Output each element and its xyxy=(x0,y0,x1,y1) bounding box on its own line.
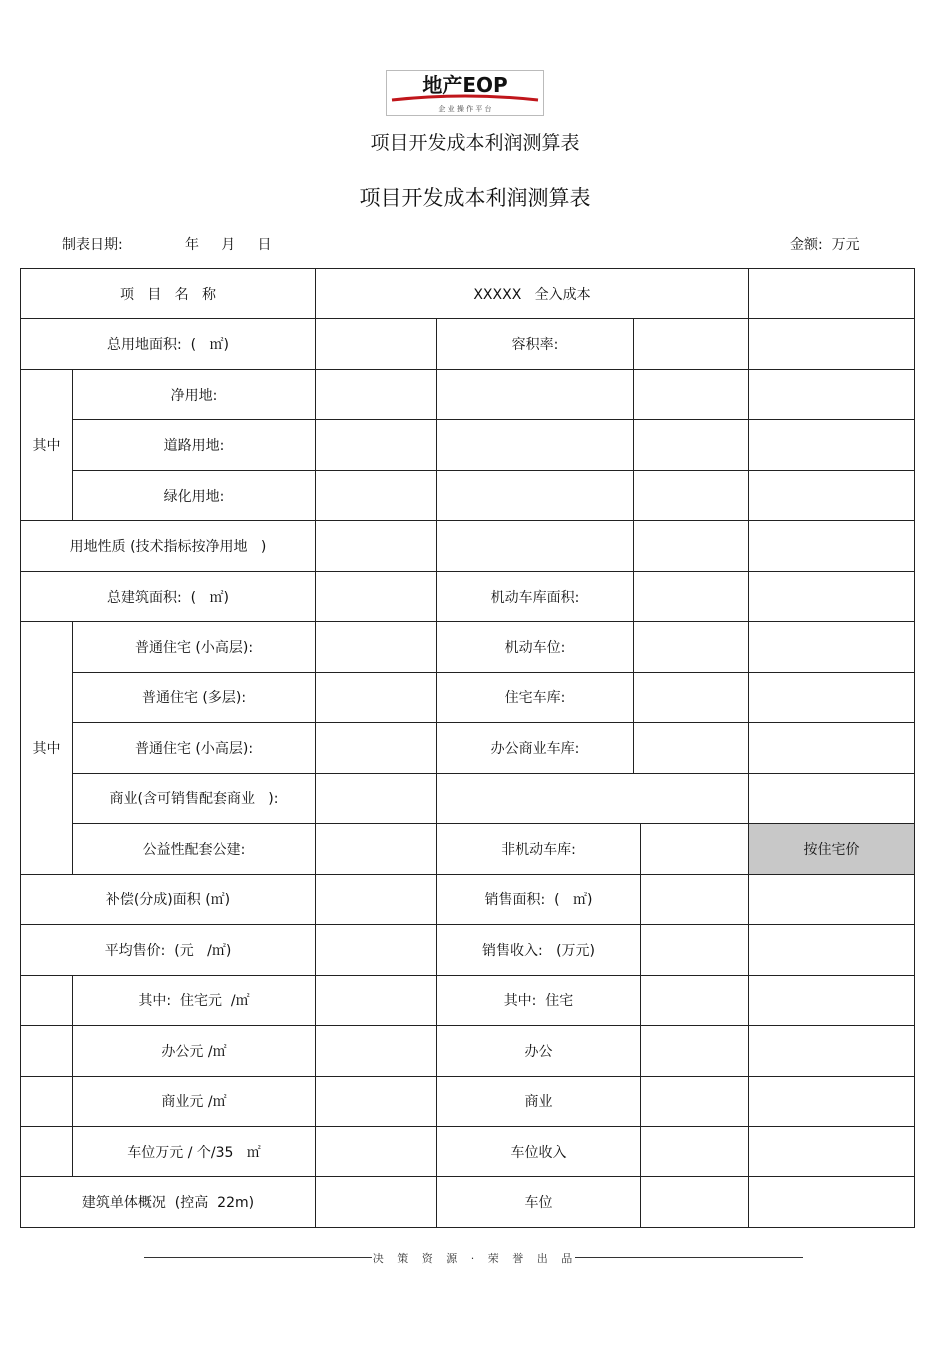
qizhong-label: 其中 xyxy=(21,369,73,520)
table-cell[interactable] xyxy=(634,420,749,470)
table-cell[interactable] xyxy=(437,773,749,823)
green-land-label: 绿化用地: xyxy=(73,470,316,520)
building-overview-label: 建筑单体概况 (控高 22m) xyxy=(21,1177,316,1228)
net-land-label: 净用地: xyxy=(73,369,316,419)
parking-label: 机动车位: xyxy=(437,622,634,672)
table-cell[interactable] xyxy=(749,723,915,773)
table-cell[interactable] xyxy=(316,975,437,1025)
land-nature-label: 用地性质 (技术指标按净用地 ) xyxy=(21,521,316,571)
comm-income-label: 商业 xyxy=(437,1076,641,1126)
commercial-label: 商业(含可销售配套商业 ): xyxy=(73,773,316,823)
table-cell[interactable] xyxy=(316,824,437,874)
office-garage-label: 办公商业车库: xyxy=(437,723,634,773)
table-cell[interactable] xyxy=(437,521,634,571)
avg-price-label: 平均售价: (元 /㎡) xyxy=(21,925,316,975)
table-cell[interactable] xyxy=(749,622,915,672)
table-cell[interactable] xyxy=(634,622,749,672)
table-title: 项目开发成本利润测算表 xyxy=(359,186,591,210)
table-cell[interactable] xyxy=(634,672,749,722)
res-highrise-label-2: 普通住宅 (小高层): xyxy=(73,723,316,773)
garage-area-label: 机动车库面积: xyxy=(437,571,634,621)
cost-profit-table xyxy=(20,268,915,1228)
res-garage-label: 住宅车库: xyxy=(437,672,634,722)
sale-area-label: 销售面积: ( ㎡) xyxy=(437,874,641,924)
park-price-label: 车位万元 / 个/35 ㎡ xyxy=(73,1126,316,1176)
far-label: 容积率: xyxy=(437,319,634,369)
table-cell[interactable] xyxy=(316,470,437,520)
table-cell[interactable] xyxy=(316,369,437,419)
table-cell[interactable] xyxy=(749,319,915,369)
table-cell[interactable] xyxy=(316,874,437,924)
table-cell[interactable] xyxy=(437,420,634,470)
table-cell[interactable] xyxy=(316,319,437,369)
table-cell[interactable] xyxy=(316,1177,437,1228)
logo xyxy=(386,70,544,116)
table-cell[interactable] xyxy=(749,672,915,722)
res-income-label: 其中: 住宅 xyxy=(437,975,641,1025)
table-cell[interactable] xyxy=(749,571,915,621)
table-cell[interactable] xyxy=(641,1026,749,1076)
table-cell[interactable] xyxy=(316,1076,437,1126)
table-cell xyxy=(21,975,73,1025)
park-income-label: 车位收入 xyxy=(437,1126,641,1176)
table-cell[interactable] xyxy=(749,470,915,520)
by-res-price-cell: 按住宅价 xyxy=(749,824,915,874)
table-cell[interactable] xyxy=(749,1126,915,1176)
table-cell[interactable] xyxy=(316,925,437,975)
page-heading: 项目开发成本利润测算表 xyxy=(370,132,580,154)
footer-text: 决 策 资 源 · 荣 誉 出 品 xyxy=(372,1252,578,1265)
logo-subtext: 企 业 操 作 平 台 xyxy=(438,105,492,113)
table-cell[interactable] xyxy=(437,369,634,419)
public-label: 公益性配套公建: xyxy=(73,824,316,874)
table-cell[interactable] xyxy=(749,269,915,319)
logo-text: 地产EOP xyxy=(422,73,508,97)
land-area-label: 总用地面积: ( ㎡) xyxy=(21,319,316,369)
nonmotor-label: 非机动车库: xyxy=(437,824,641,874)
build-area-label: 总建筑面积: ( ㎡) xyxy=(21,571,316,621)
table-cell[interactable] xyxy=(316,571,437,621)
table-cell[interactable] xyxy=(634,723,749,773)
table-cell[interactable] xyxy=(316,420,437,470)
table-cell[interactable] xyxy=(641,975,749,1025)
table-cell[interactable] xyxy=(749,925,915,975)
table-cell[interactable] xyxy=(316,521,437,571)
res-price-label: 其中: 住宅元 /㎡ xyxy=(73,975,316,1025)
table-cell[interactable] xyxy=(634,470,749,520)
table-cell[interactable] xyxy=(316,622,437,672)
table-cell[interactable] xyxy=(749,1026,915,1076)
table-cell[interactable] xyxy=(634,521,749,571)
table-cell[interactable] xyxy=(634,369,749,419)
unit-label: 金额: 万元 xyxy=(790,237,860,253)
table-cell[interactable] xyxy=(749,369,915,419)
office-income-label: 办公 xyxy=(437,1026,641,1076)
date-label: 制表日期: xyxy=(62,237,123,253)
table-cell[interactable] xyxy=(749,1076,915,1126)
table-cell[interactable] xyxy=(316,723,437,773)
parking-label-2: 车位 xyxy=(437,1177,641,1228)
table-cell[interactable] xyxy=(316,1026,437,1076)
road-land-label: 道路用地: xyxy=(73,420,316,470)
res-highrise-label: 普通住宅 (小高层): xyxy=(73,622,316,672)
comm-price-label: 商业元 /㎡ xyxy=(73,1076,316,1126)
table-cell[interactable] xyxy=(316,672,437,722)
table-cell[interactable] xyxy=(641,874,749,924)
table-cell[interactable] xyxy=(641,824,749,874)
sale-income-label: 销售收入: (万元) xyxy=(437,925,641,975)
table-cell[interactable] xyxy=(634,319,749,369)
project-name-value[interactable]: XXXXX 全入成本 xyxy=(316,269,749,319)
res-multi-label: 普通住宅 (多层): xyxy=(73,672,316,722)
table-cell[interactable] xyxy=(634,571,749,621)
table-cell[interactable] xyxy=(749,521,915,571)
table-cell[interactable] xyxy=(749,1177,915,1228)
table-cell[interactable] xyxy=(641,1076,749,1126)
project-name-label: 项 目 名 称 xyxy=(21,269,316,319)
qizhong-label-2: 其中 xyxy=(21,622,73,874)
table-cell[interactable] xyxy=(641,1126,749,1176)
table-cell[interactable] xyxy=(316,1126,437,1176)
table-cell xyxy=(21,1126,73,1176)
table-cell xyxy=(21,1076,73,1126)
table-cell[interactable] xyxy=(641,1177,749,1228)
table-cell[interactable] xyxy=(749,975,915,1025)
table-cell[interactable] xyxy=(749,773,915,823)
comp-area-label: 补偿(分成)面积 (㎡) xyxy=(21,874,316,924)
table-cell[interactable] xyxy=(641,925,749,975)
table-cell xyxy=(21,1026,73,1076)
office-price-label: 办公元 /㎡ xyxy=(73,1026,316,1076)
table-cell[interactable] xyxy=(316,773,437,823)
table-cell[interactable] xyxy=(749,420,915,470)
table-cell[interactable] xyxy=(437,470,634,520)
date-parts: 年 月 日 xyxy=(185,237,272,253)
table-cell[interactable] xyxy=(749,874,915,924)
